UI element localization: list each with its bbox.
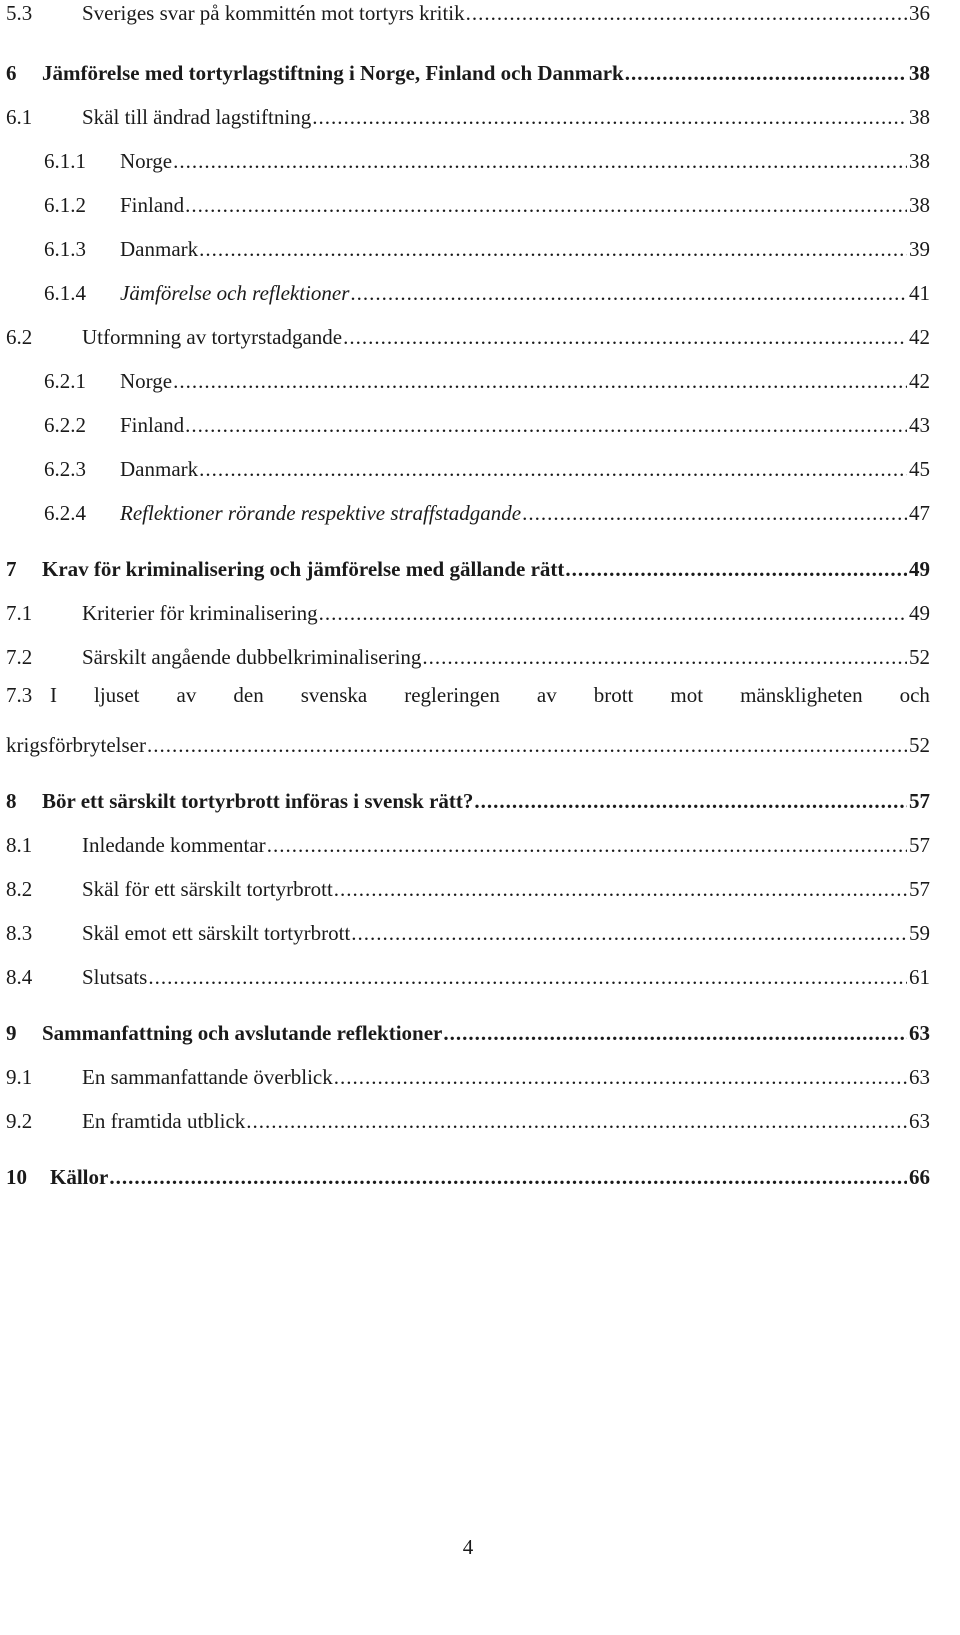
toc-entry[interactable]	[6, 90, 930, 130]
dot-leader	[199, 457, 907, 482]
dot-leader	[474, 789, 907, 814]
toc-entry-page: 63	[909, 1109, 930, 1133]
toc-entry-number: 6.2.2	[44, 413, 86, 437]
toc-entry-page: 39	[909, 237, 930, 261]
toc-entry-number: 6.1.3	[44, 237, 86, 261]
toc-entry-title: Norge	[120, 149, 173, 173]
dot-leader	[466, 1, 907, 26]
toc-entry[interactable]	[6, 774, 930, 814]
toc-entry-number: 8.4	[6, 965, 33, 989]
toc-entry-line-2[interactable]	[6, 718, 930, 758]
toc-entry-page: 42	[909, 325, 930, 349]
toc-entry-page: 45	[909, 457, 930, 481]
toc-entry-page: 57	[909, 833, 930, 857]
toc-entry-page: 38	[909, 149, 930, 173]
toc-entry[interactable]	[6, 0, 930, 26]
toc-entry-title: Bör ett särskilt tortyrbrott införas i svensk rätt?	[42, 789, 474, 813]
toc-entry-number: 6.1.4	[44, 281, 86, 305]
toc-entry[interactable]	[6, 486, 930, 526]
toc-entry[interactable]	[6, 1006, 930, 1046]
dot-leader	[334, 1065, 907, 1090]
toc-entry-title: Kriterier för kriminalisering	[82, 601, 318, 625]
word: svenska	[300, 683, 368, 707]
toc-entry-number: 7.2	[6, 645, 33, 669]
toc-entry-title: En framtida utblick	[82, 1109, 246, 1133]
toc-entry-number: 8.3	[6, 921, 33, 945]
toc-entry-number: 10	[6, 1165, 27, 1189]
toc-entry-number: 6.1	[6, 105, 33, 129]
toc-entry-number: 7.3	[6, 683, 33, 707]
toc-entry[interactable]	[6, 630, 930, 670]
toc-entry-page: 66	[909, 1165, 930, 1189]
toc-entry-number: 6.1.1	[44, 149, 86, 173]
word: regleringen	[404, 683, 500, 707]
toc-entry-number: 9.1	[6, 1065, 33, 1089]
toc-entry-number: 6.2.1	[44, 369, 86, 393]
word: I	[50, 683, 57, 707]
toc-entry-number: 7	[6, 557, 17, 581]
toc-entry-title: Slutsats	[82, 965, 148, 989]
word: mänskligheten	[740, 683, 863, 707]
toc-entry-page: 38	[909, 193, 930, 217]
dot-leader	[565, 557, 907, 582]
toc-entry-title: En sammanfattande överblick	[82, 1065, 333, 1089]
word: den	[233, 683, 264, 707]
toc-entry-number: 9.2	[6, 1109, 33, 1133]
dot-leader	[185, 193, 907, 218]
dot-leader	[173, 149, 907, 174]
toc-entry[interactable]	[6, 1094, 930, 1134]
toc-entry[interactable]	[6, 310, 930, 350]
toc-entry-title: Krav för kriminalisering och jämförelse med gällande rätt	[42, 557, 565, 581]
toc-entry-title: Reflektioner rörande respektive straffstadgande	[120, 501, 522, 525]
toc-entry[interactable]	[6, 222, 930, 262]
toc-entry-title-continued: krigsförbrytelser	[6, 733, 146, 757]
toc-entry-page: 63	[909, 1065, 930, 1089]
toc-entry-page: 57	[909, 789, 930, 813]
toc-entry-title: Skäl till ändrad lagstiftning	[82, 105, 312, 129]
word: och	[899, 683, 930, 707]
dot-leader	[625, 61, 907, 86]
toc-entry-page: 38	[909, 105, 930, 129]
toc-entry-page: 61	[909, 965, 930, 989]
toc-entry[interactable]	[6, 906, 930, 946]
toc-entry[interactable]	[6, 442, 930, 482]
dot-leader	[522, 501, 907, 526]
toc-entry-page: 52	[909, 645, 930, 669]
toc-entry-title: Källor	[50, 1165, 109, 1189]
dot-leader	[148, 965, 907, 990]
word: av	[176, 683, 197, 707]
dot-leader	[185, 413, 907, 438]
toc-entry-title: Danmark	[120, 457, 199, 481]
toc-entry-title: Sveriges svar på kommittén mot tortyrs kritik	[82, 1, 465, 25]
toc-entry-page: 59	[909, 921, 930, 945]
dot-leader	[319, 601, 907, 626]
toc-entry-line-1[interactable]	[6, 674, 930, 708]
toc-entry-page: 43	[909, 413, 930, 437]
dot-leader	[199, 237, 907, 262]
toc-entry-title: Jämförelse med tortyrlagstiftning i Norge, Finland och Danmark	[42, 61, 624, 85]
dot-leader	[312, 105, 907, 130]
page-number: 4	[462, 1535, 474, 1559]
toc-entry-number: 8.1	[6, 833, 33, 857]
toc-entry-title: Danmark	[120, 237, 199, 261]
toc-entry[interactable]	[6, 818, 930, 858]
word: mot	[670, 683, 704, 707]
toc-entry-number: 8	[6, 789, 17, 813]
toc-entry-number: 6	[6, 61, 17, 85]
toc-entry-number: 5.3	[6, 1, 33, 25]
toc-entry-page: 47	[909, 501, 930, 525]
toc-entry-number: 8.2	[6, 877, 33, 901]
dot-leader	[109, 1165, 907, 1190]
toc-entry[interactable]	[6, 134, 930, 174]
dot-leader	[267, 833, 907, 858]
dot-leader	[422, 645, 907, 670]
dot-leader	[350, 281, 907, 306]
toc-entry-title: Finland	[120, 193, 185, 217]
toc-entry-title: Jämförelse och reflektioner	[120, 281, 350, 305]
toc-entry-title	[50, 683, 930, 708]
toc-entry-title: Inledande kommentar	[82, 833, 266, 857]
toc-entry-title: Finland	[120, 413, 185, 437]
toc-entry-page: 36	[909, 1, 930, 25]
toc-entry-number: 6.1.2	[44, 193, 86, 217]
toc-entry[interactable]	[6, 46, 930, 86]
toc-entry-title: Sammanfattning och avslutande reflektioner	[42, 1021, 443, 1045]
toc-entry[interactable]	[6, 266, 930, 306]
toc-entry[interactable]	[6, 542, 930, 582]
word: av	[536, 683, 557, 707]
toc-entry[interactable]	[6, 1050, 930, 1090]
dot-leader	[343, 325, 907, 350]
toc-entry-page: 52	[909, 733, 930, 757]
toc-entry-page: 42	[909, 369, 930, 393]
dot-leader	[351, 921, 907, 946]
toc-entry-title: Skäl för ett särskilt tortyrbrott	[82, 877, 333, 901]
toc-entry-page: 49	[909, 601, 930, 625]
word: brott	[593, 683, 634, 707]
toc-entry[interactable]	[6, 862, 930, 902]
word: ljuset	[94, 683, 140, 707]
toc-entry-number: 6.2.3	[44, 457, 86, 481]
toc-entry[interactable]	[6, 398, 930, 438]
toc-entry-page: 63	[909, 1021, 930, 1045]
toc-entry-page: 57	[909, 877, 930, 901]
dot-leader	[334, 877, 907, 902]
toc-entry-number: 6.2	[6, 325, 33, 349]
toc-entry[interactable]	[6, 354, 930, 394]
toc-entry-page: 38	[909, 61, 930, 85]
dot-leader	[147, 733, 907, 758]
toc-entry-page: 49	[909, 557, 930, 581]
toc-entry-title: Särskilt angående dubbelkriminalisering	[82, 645, 422, 669]
toc-entry[interactable]	[6, 586, 930, 626]
dot-leader	[173, 369, 907, 394]
toc-entry[interactable]	[6, 950, 930, 990]
toc-entry-page: 41	[909, 281, 930, 305]
toc-entry[interactable]	[6, 178, 930, 218]
toc-entry-number: 9	[6, 1021, 17, 1045]
toc-entry[interactable]	[6, 1150, 930, 1190]
dot-leader	[443, 1021, 907, 1046]
dot-leader	[246, 1109, 907, 1134]
toc-entry-title: Skäl emot ett särskilt tortyrbrott	[82, 921, 351, 945]
toc-entry-title: Utformning av tortyrstadgande	[82, 325, 343, 349]
toc-entry-title: Norge	[120, 369, 173, 393]
toc-entry-number: 7.1	[6, 601, 33, 625]
toc-entry-number: 6.2.4	[44, 501, 86, 525]
